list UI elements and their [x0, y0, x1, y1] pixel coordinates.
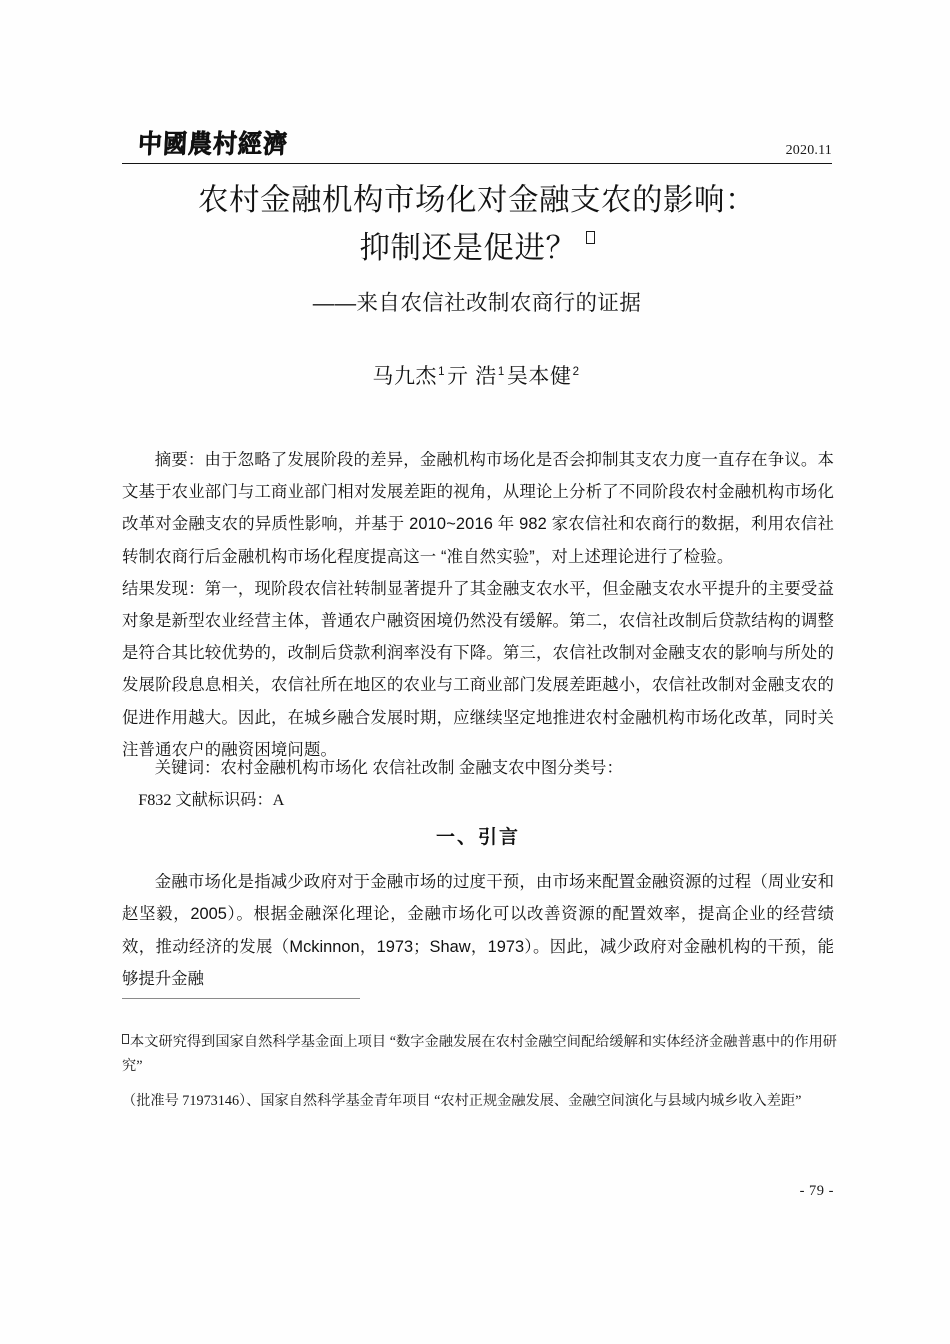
author-affiliation-1: 1	[438, 366, 446, 378]
introduction-paragraph: 金融市场化是指减少政府对于金融市场的过度干预，由市场来配置金融资源的过程（周业安和赵坚毅，2005）。根据金融深化理论，金融市场化可以改善资源的配置效率，提高企业的经营绩效，推动经济的发展（Mckinnon，1973；Shaw，1973）。因此，减少政府对金融机构的干预，能够提升金融	[122, 873, 834, 989]
abstract-block	[122, 444, 834, 766]
author-affiliation-2: 1	[497, 366, 505, 378]
article-metadata-block	[122, 752, 834, 816]
footnote-line-2: （批准号 71973146）、国家自然科学基金青年项目 “农村正规金融发展、金融空间演化与县域内城乡收入差距”	[122, 1093, 802, 1109]
author-name-2: 亓 浩	[447, 365, 497, 388]
author-name-1: 马九杰	[372, 365, 438, 388]
author-name-3: 吴本健	[506, 365, 572, 388]
footnote-line-1	[122, 1030, 837, 1078]
author-list	[122, 360, 832, 390]
header-divider-rule	[122, 163, 832, 164]
title-footnote-marker-icon	[586, 231, 595, 244]
classification-line: F832 文献标识码：A	[138, 791, 285, 810]
page-number-footer: - 79 -	[799, 1183, 834, 1199]
footnote-text-1: 本文研究得到国家自然科学基金面上项目 “数字金融发展在农村金融空间配给缓解和实体经济金融普惠中的作用研究”	[122, 1034, 837, 1074]
footnote-separator-rule	[122, 998, 360, 999]
article-title-line-2-text: 抑制还是促进？	[359, 231, 577, 265]
journal-masthead-logo: 中國農村經濟	[137, 128, 289, 159]
article-title-line-2	[122, 224, 832, 272]
running-head	[122, 118, 832, 164]
author-affiliation-3: 2	[572, 366, 580, 378]
abstract-paragraph-1: 摘要：由于忽略了发展阶段的差异，金融机构市场化是否会抑制其支农力度一直存在争议。本文基于农业部门与工商业部门相对发展差距的视角，从理论上分析了不同阶段农村金融机构市场化改革对金融支农的异质性影响，并基于 2010~2016 年 982 家农信社和农商行的数据，利用农信社转制农商行后金融机构市场化程度提高这一 “准自然实验”，对上述理论进行了检验。	[122, 451, 834, 566]
keywords-line: 关键词：农村金融机构市场化 农信社改制 金融支农中图分类号：	[154, 759, 623, 777]
article-subtitle: ——来自农信社改制农商行的证据	[312, 291, 642, 315]
footnote-marker-icon	[122, 1034, 129, 1044]
section-heading-introduction: 一、引言	[435, 827, 520, 848]
abstract-paragraph-2: 结果发现：第一，现阶段农信社转制显著提升了其金融支农水平，但金融支农水平提升的主要受益对象是新型农业经营主体，普通农户融资困境仍然没有缓解。第二，农信社改制后贷款结构的调整是符合其比较优势的，改制后贷款利润率没有下降。第三，农信社改制对金融支农的影响与所处的发展阶段息息相关，农信社所在地区的农业与工商业部门发展差距越小，农信社改制对金融支农的促进作用越大。因此，在城乡融合发展时期，应继续坚定地推进农村金融机构市场化改革，同时关注普通农户的融资困境问题。	[122, 579, 834, 759]
article-title-block	[122, 176, 832, 320]
footnote-block	[122, 1030, 837, 1113]
article-title-line-1: 农村金融机构市场化对金融支农的影响：	[198, 183, 756, 217]
journal-issue-date: 2020.11	[785, 143, 832, 158]
